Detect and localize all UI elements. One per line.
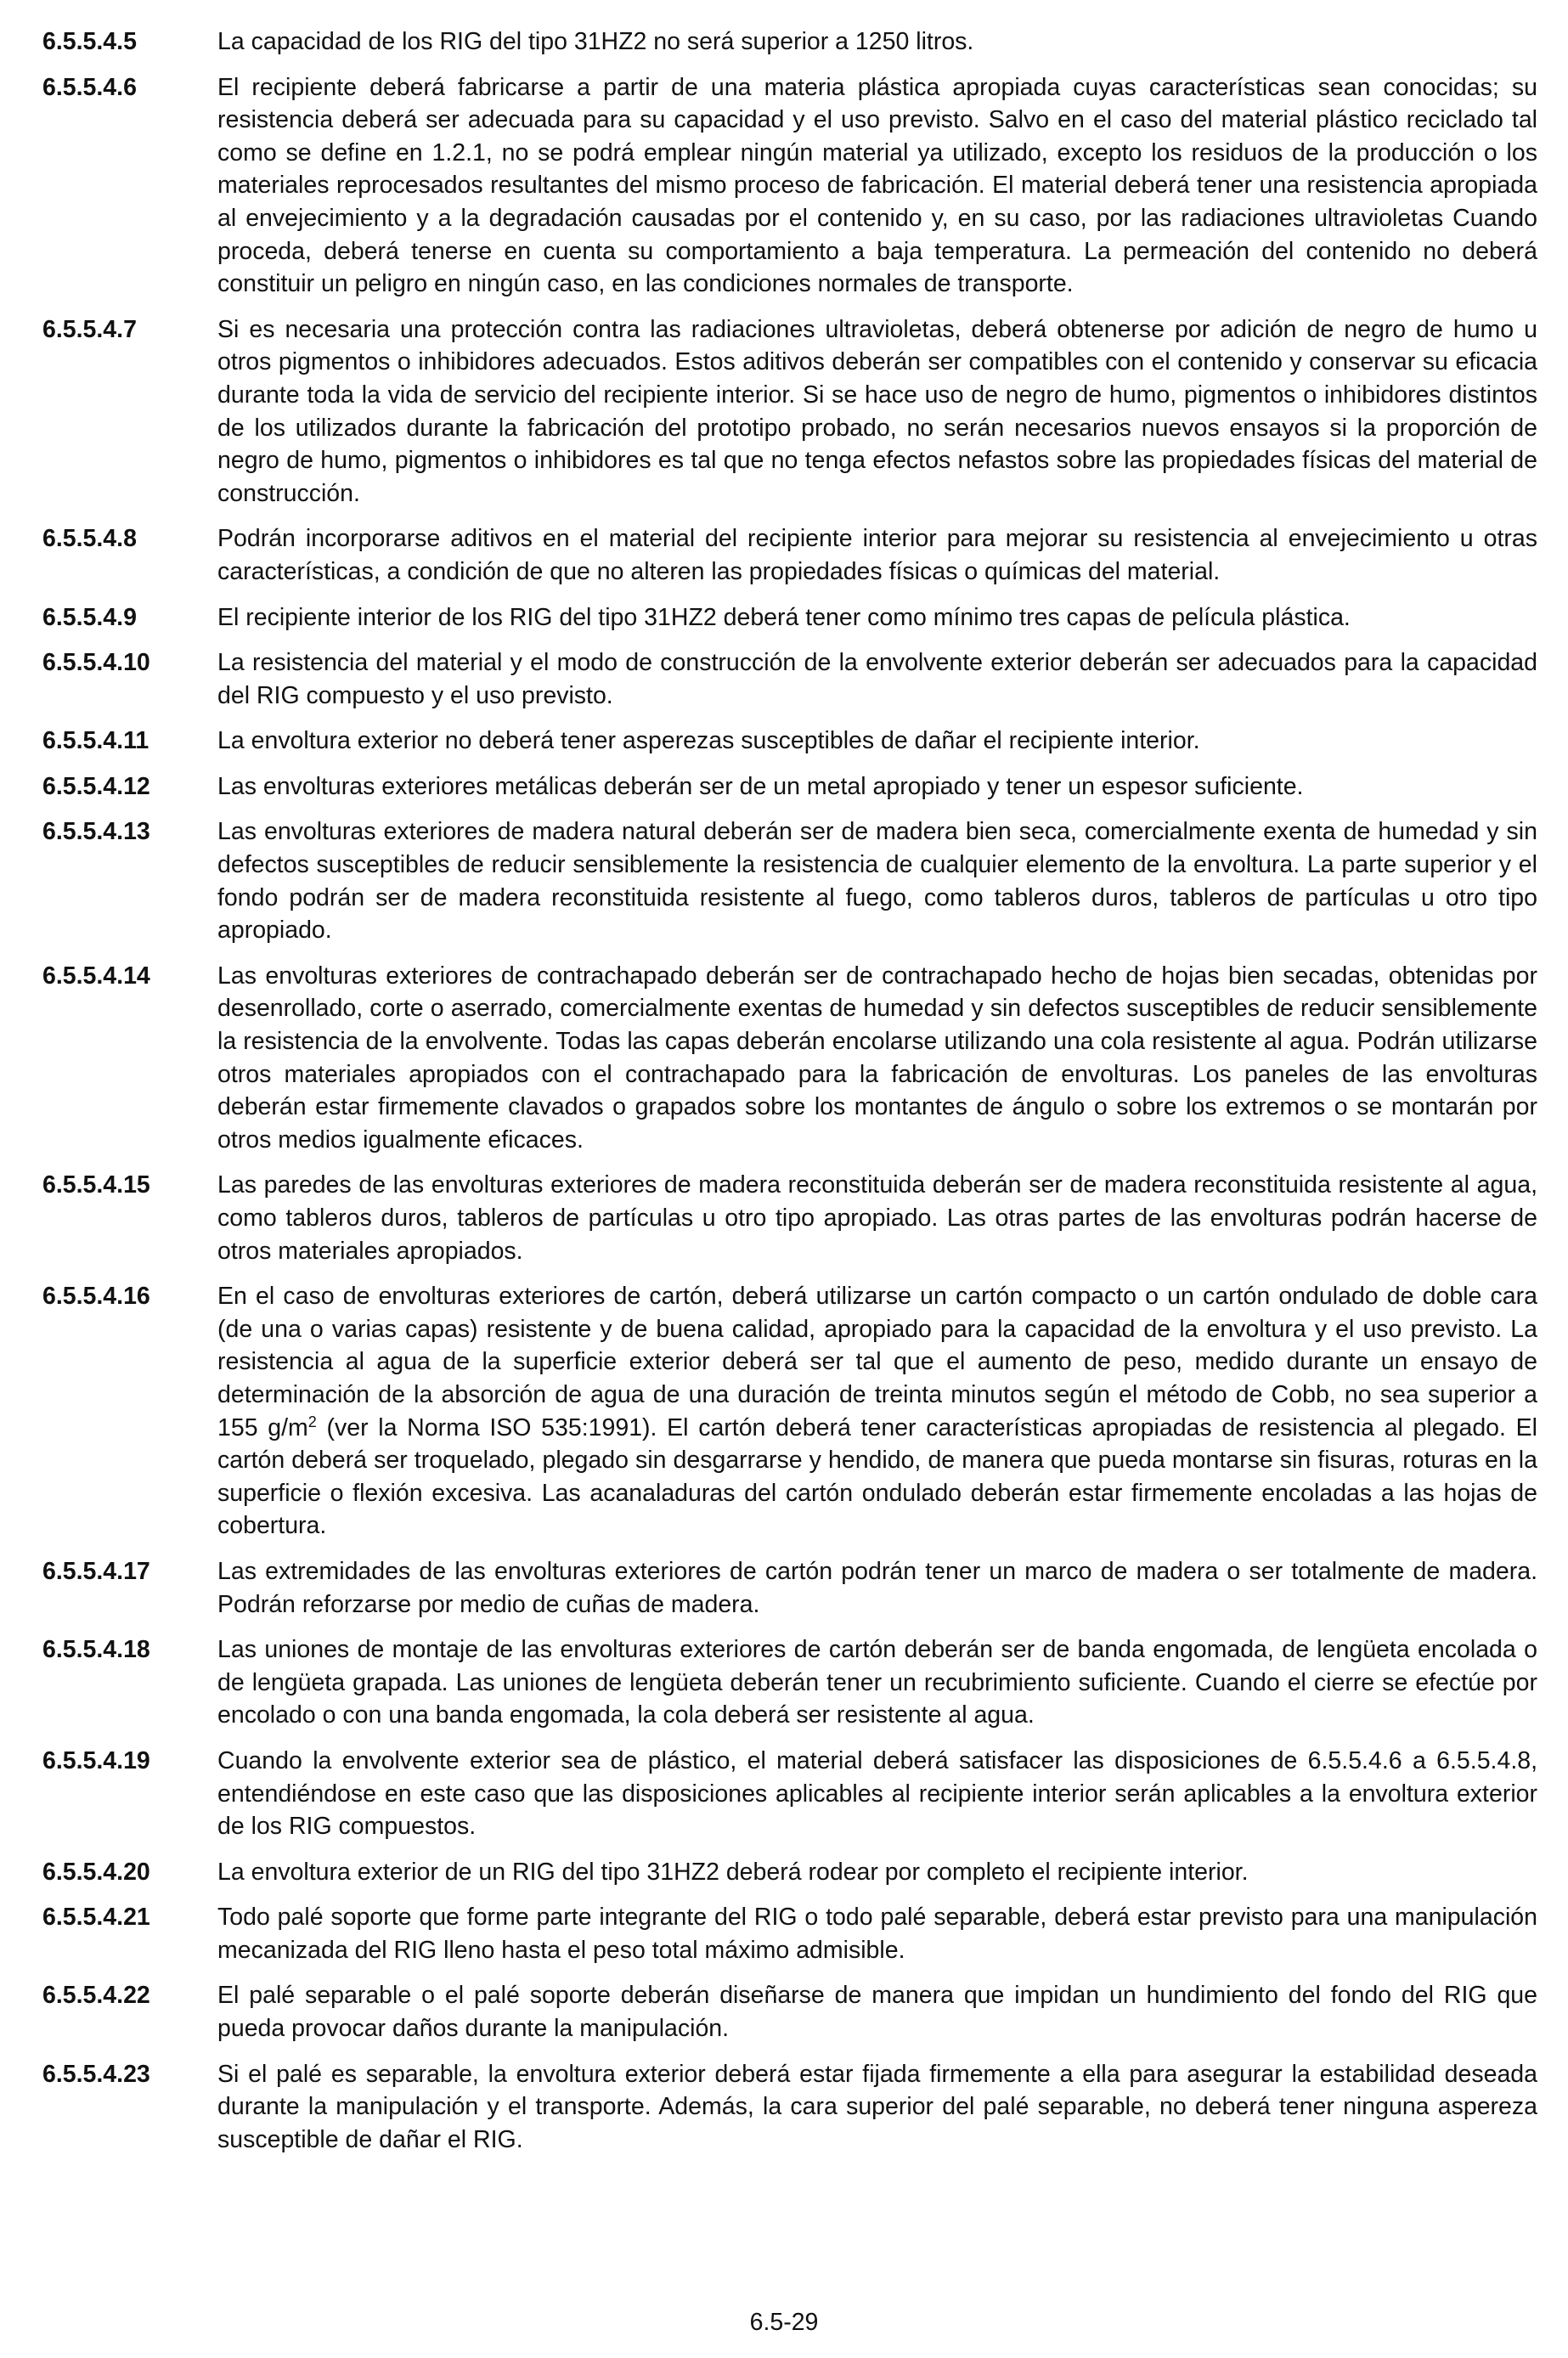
paragraph-number: 6.5.5.4.6	[42, 73, 137, 101]
paragraph-number: 6.5.5.4.13	[42, 818, 150, 846]
paragraph-number: 6.5.5.4.9	[42, 603, 137, 631]
paragraph-text: El palé separable o el palé soporte deberán diseñarse de manera que impidan un hundimiento del fondo del RIG que pueda provocar daños durante la manipulación.	[217, 1982, 1537, 2043]
document-body	[42, 25, 1537, 2169]
paragraph-6-5-5-4-11	[42, 725, 1537, 758]
paragraph-6-5-5-4-14	[42, 960, 1537, 1157]
paragraph-number: 6.5.5.4.14	[42, 962, 150, 990]
text-before-superscript: En el caso de envolturas exteriores de cartón, deberá utilizarse un cartón compacto o un cartón ondulado de doble cara (de una o varias capas) resistente y de buena calidad, apropiado para la capacidad de la envoltura y el uso previsto. La resistencia al agua de la superficie exterior deberá ser tal que el aumento de peso, medido durante un ensayo de determinación de la absorción de agua de una duración de treinta minutos según el método de Cobb, no sea superior a 155 g/m	[217, 1283, 1537, 1441]
paragraph-6-5-5-4-18	[42, 1633, 1537, 1732]
paragraph-6-5-5-4-17	[42, 1555, 1537, 1621]
paragraph-6-5-5-4-13	[42, 815, 1537, 946]
paragraph-6-5-5-4-5	[42, 25, 1537, 59]
paragraph-6-5-5-4-9	[42, 601, 1537, 635]
paragraph-number: 6.5.5.4.23	[42, 2060, 150, 2088]
paragraph-number: 6.5.5.4.17	[42, 1557, 150, 1585]
paragraph-number: 6.5.5.4.8	[42, 525, 137, 553]
paragraph-text: La capacidad de los RIG del tipo 31HZ2 no será superior a 1250 litros.	[217, 28, 974, 55]
paragraph-text: La resistencia del material y el modo de construcción de la envolvente exterior deberán ser adecuados para la capacidad del RIG compuesto y el uso previsto.	[217, 649, 1537, 709]
paragraph-number: 6.5.5.4.15	[42, 1171, 150, 1199]
paragraph-6-5-5-4-8	[42, 522, 1537, 588]
paragraph-number: 6.5.5.4.16	[42, 1283, 150, 1311]
paragraph-number: 6.5.5.4.10	[42, 649, 150, 677]
paragraph-text: Si el palé es separable, la envoltura exterior deberá estar fijada firmemente a ella para asegurar la estabilidad deseada durante la manipulación y el transporte. Además, la cara superior del palé separable, no deberá tener ninguna aspereza susceptible de dañar el RIG.	[217, 2060, 1537, 2153]
paragraph-number: 6.5.5.4.18	[42, 1636, 150, 1664]
text-after-superscript: (ver la Norma ISO 535:1991). El cartón deberá tener características apropiadas de resistencia al plegado. El cartón deberá ser troquelado, plegado sin desgarrarse y hendido, de manera que pueda montarse sin fisuras, roturas en la superficie o flexión excesiva. Las acanaladuras del cartón ondulado deberán estar firmemente encoladas a las hojas de cobertura.	[217, 1413, 1537, 1540]
paragraph-number: 6.5.5.4.22	[42, 1982, 150, 2010]
paragraph-text: Si es necesaria una protección contra las radiaciones ultravioletas, deberá obtenerse por adición de negro de humo u otros pigmentos o inhibidores adecuados. Estos aditivos deberán ser compatibles con el contenido y conservar su eficacia durante toda la vida de servicio del recipiente interior. Si se hace uso de negro de humo, pigmentos o inhibidores distintos de los utilizados durante la fabricación del prototipo probado, no serán necesarios nuevos ensayos si la proporción de negro de humo, pigmentos o inhibidores es tal que no tenga efectos nefastos sobre las propiedades físicas del material de construcción.	[217, 315, 1537, 507]
paragraph-text: Cuando la envolvente exterior sea de plástico, el material deberá satisfacer las disposiciones de 6.5.5.4.6 a 6.5.5.4.8, entendiéndose en este caso que las disposiciones aplicables al recipiente interior serán aplicables a la envoltura exterior de los RIG compuestos.	[217, 1746, 1537, 1841]
paragraph-text	[217, 1280, 1537, 1543]
paragraph-text: La envoltura exterior de un RIG del tipo 31HZ2 deberá rodear por completo el recipiente interior.	[217, 1858, 1249, 1886]
paragraph-6-5-5-4-23	[42, 2058, 1537, 2157]
paragraph-number: 6.5.5.4.7	[42, 315, 137, 343]
paragraph-6-5-5-4-10	[42, 646, 1537, 712]
paragraph-text: La envoltura exterior no deberá tener asperezas susceptibles de dañar el recipiente interior.	[217, 727, 1200, 755]
paragraph-number: 6.5.5.4.20	[42, 1858, 150, 1886]
paragraph-6-5-5-4-21	[42, 1901, 1537, 1966]
paragraph-text: El recipiente interior de los RIG del tipo 31HZ2 deberá tener como mínimo tres capas de película plástica.	[217, 603, 1351, 631]
paragraph-6-5-5-4-16	[42, 1280, 1537, 1543]
paragraph-text: Podrán incorporarse aditivos en el material del recipiente interior para mejorar su resistencia al envejecimiento u otras características, a condición de que no alteren las propiedades físicas o químicas del material.	[217, 525, 1537, 585]
paragraph-number: 6.5.5.4.21	[42, 1904, 150, 1932]
page-number: 6.5-29	[749, 2309, 819, 2336]
paragraph-6-5-5-4-20	[42, 1856, 1537, 1889]
paragraph-6-5-5-4-15	[42, 1169, 1537, 1267]
paragraph-text: Las uniones de montaje de las envolturas exteriores de cartón deberán ser de banda engomada, de lengüeta encolada o de lengüeta grapada. Las uniones de lengüeta deberán tener un recubrimiento suficiente. Cuando el cierre se efectúe por encolado o con una banda engomada, la cola deberá ser resistente al agua.	[217, 1636, 1537, 1729]
paragraph-text: Las paredes de las envolturas exteriores de madera reconstituida deberán ser de madera reconstituida resistente al agua, como tableros duros, tableros de partículas u otro tipo apropiado. Las otras partes de las envolturas podrán hacerse de otros materiales apropiados.	[217, 1171, 1537, 1265]
paragraph-text: Las envolturas exteriores metálicas deberán ser de un metal apropiado y tener un espesor suficiente.	[217, 772, 1304, 800]
paragraph-text: Las envolturas exteriores de contrachapado deberán ser de contrachapado hecho de hojas bien secadas, obtenidas por desenrollado, corte o aserrado, comercialmente exentas de humedad y sin defectos susceptibles de reducir sensiblemente la resistencia de la envolvente. Todas las capas deberán encolarse utilizando una cola resistente al agua. Podrán utilizarse otros materiales apropiados con el contrachapado para la fabricación de envolturas. Los paneles de las envolturas deberán estar firmemente clavados o grapados sobre los montantes de ángulo o sobre los extremos o se montarán por otros medios igualmente eficaces.	[217, 962, 1537, 1154]
paragraph-6-5-5-4-7	[42, 313, 1537, 511]
paragraph-number: 6.5.5.4.11	[42, 727, 149, 755]
paragraph-6-5-5-4-22	[42, 1979, 1537, 2045]
paragraph-text: Todo palé soporte que forme parte integrante del RIG o todo palé separable, deberá estar previsto para una manipulación mecanizada del RIG lleno hasta el peso total máximo admisible.	[217, 1904, 1537, 1964]
paragraph-6-5-5-4-19	[42, 1745, 1537, 1843]
paragraph-text: Las extremidades de las envolturas exteriores de cartón podrán tener un marco de madera o ser totalmente de madera. Podrán reforzarse por medio de cuñas de madera.	[217, 1557, 1537, 1618]
superscript: 2	[307, 1413, 317, 1430]
paragraph-text: Las envolturas exteriores de madera natural deberán ser de madera bien seca, comercialmente exenta de humedad y sin defectos susceptibles de reducir sensiblemente la resistencia de cualquier elemento de la envoltura. La parte superior y el fondo podrán ser de madera reconstituida resistente al fuego, como tableros duros, tableros de partículas u otro tipo apropiado.	[217, 818, 1537, 945]
paragraph-number: 6.5.5.4.19	[42, 1746, 150, 1774]
paragraph-number: 6.5.5.4.12	[42, 772, 150, 800]
paragraph-6-5-5-4-12	[42, 770, 1537, 804]
paragraph-number: 6.5.5.4.5	[42, 28, 137, 55]
paragraph-text: El recipiente deberá fabricarse a partir de una materia plástica apropiada cuyas características sean conocidas; su resistencia deberá ser adecuada para su capacidad y el uso previsto. Salvo en el caso del material plástico reciclado tal como se define en 1.2.1, no se podrá emplear ningún material ya utilizado, excepto los residuos de la producción o los materiales reprocesados resultantes del mismo proceso de fabricación. El material deberá tener una resistencia apropiada al envejecimiento y a la degradación causadas por el contenido y, en su caso, por las radiaciones ultravioletas Cuando proceda, deberá tenerse en cuenta su comportamiento a baja temperatura. La permeación del contenido no deberá constituir un peligro en ningún caso, en las condiciones normales de transporte.	[217, 73, 1537, 298]
paragraph-6-5-5-4-6	[42, 71, 1537, 301]
